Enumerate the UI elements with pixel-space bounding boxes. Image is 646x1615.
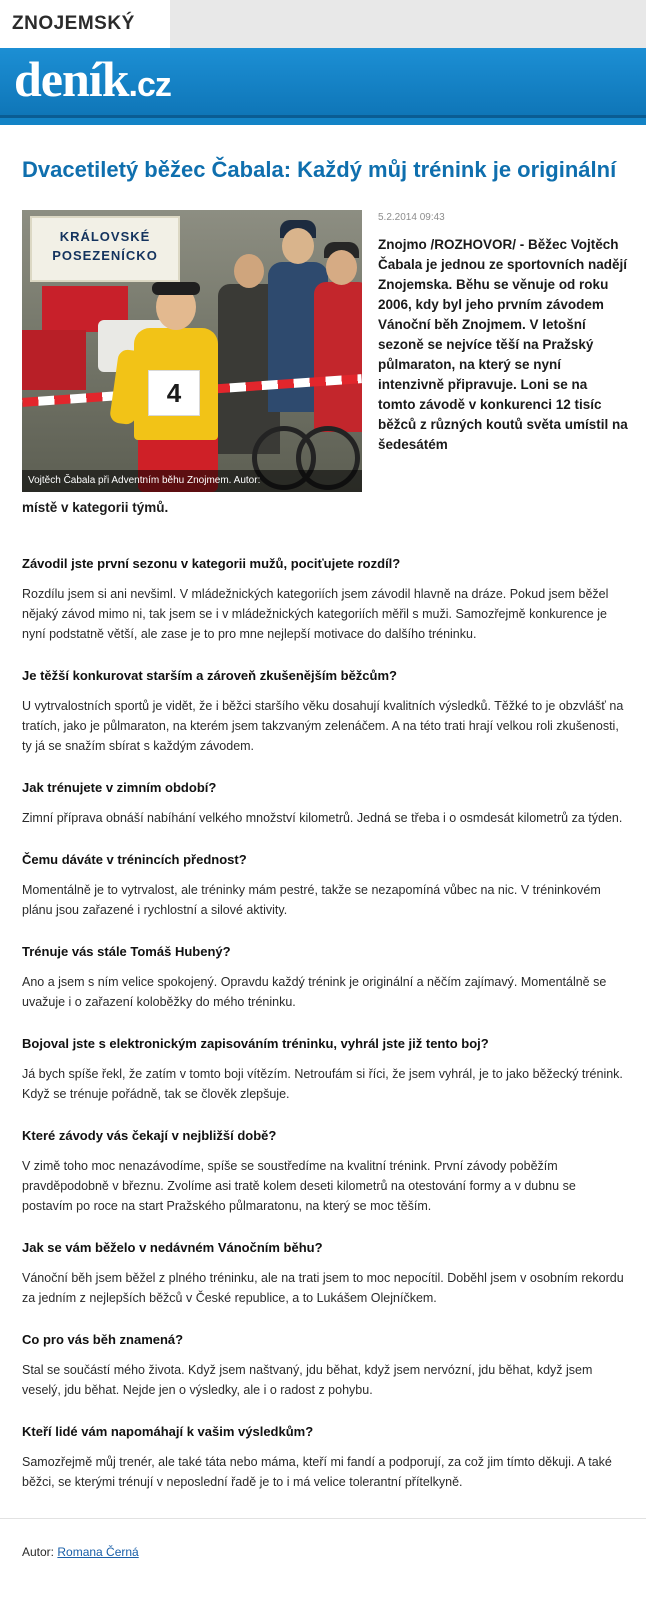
- site-logo[interactable]: [14, 50, 171, 110]
- region-title-container: [0, 0, 170, 48]
- answer: Samozřejmě můj trenér, ale také táta nebo máma, kteří mi fandí a podporují, za což jim tímto děkuji. A také běžci, se kterými trénují v neposlední řadě je to i má velice tolerantní přítelkyně.: [22, 1455, 612, 1490]
- masthead-top: [0, 0, 646, 48]
- question: Které závody vás čekají v nejbližší době?: [22, 1128, 277, 1144]
- qa-block: [22, 778, 624, 828]
- question: Závodil jste první sezonu v kategorii mužů, pociťujete rozdíl?: [22, 556, 401, 572]
- question: Čemu dáváte v trénincích přednost?: [22, 852, 247, 868]
- question: Je těžší konkurovat starším a zároveň zkušenějším běžcům?: [22, 668, 397, 684]
- article-head: [0, 206, 646, 492]
- qa-block: [22, 1422, 624, 1492]
- answer: Já bych spíše řekl, že zatím v tomto boji vítězím. Netroufám si říci, že jsem vyhrál, je to jako běžecký trénink. Když se trénuje pořádně, tak se člověk zlepšuje.: [22, 1067, 623, 1102]
- question: Bojoval jste s elektronickým zapisováním tréninku, vyhrál jste již tento boj?: [22, 1036, 489, 1052]
- photo-sponsor-banner: KRÁLOVSKÉ POSEZENÍCKO: [30, 216, 180, 282]
- region-title: ZNOJEMSKÝ: [12, 13, 135, 34]
- author-link[interactable]: Romana Černá: [57, 1545, 139, 1560]
- article-footer: [0, 1518, 646, 1577]
- article-perex-tail: místě v kategorii týmů.: [22, 500, 169, 516]
- page-title: Dvacetiletý běžec Čabala: Každý můj trénink je originální: [22, 156, 617, 182]
- photo-caption: Vojtěch Čabala při Adventním běhu Znojmem. Autor:: [22, 470, 362, 492]
- qa-block: [22, 942, 624, 1012]
- question: Jak se vám běželo v nedávném Vánočním běhu?: [22, 1240, 323, 1256]
- answer: Stal se součástí mého života. Když jsem naštvaný, jdu běhat, když jsem nervózní, jdu běhat, když jsem veselý, jdu běhat. Nejde jen o výsledky, ale i o radost z pohybu.: [22, 1363, 593, 1398]
- article-perex: Znojmo /ROZHOVOR/ - Běžec Vojtěch Čabala je jednou ze sportovních nadějí Znojemska. Běhu se věnuje od roku 2006, kdy byl jeho prvním závodem Vánoční běh Znojmem. V letošní sezoně se nejvíce těší na Pražský půlmaraton, na který se nyní intenzivně připravuje. Loni se na tomto závodě v konkurenci 12 tisíc běžců z různých koutů světa umístil na šedesátém: [378, 237, 628, 453]
- article-figure: [22, 210, 362, 492]
- perex-column: [378, 210, 628, 492]
- qa-block: [22, 1126, 624, 1216]
- answer: Rozdílu jsem si ani nevšiml. V mládežnických kategoriích jsem závodil hlavně na dráze. Pokud jsem běžel nějaký závod mimo ni, tak jsem se i v mládežnických kategoriích měřil s muži. Samozřejmě konkurence je nyní podstatně větší, ale zase je to pro mne nejlepší motivace do dalšího tréninku.: [22, 587, 609, 642]
- answer: Zimní příprava obnáší nabíhání velkého množství kilometrů. Jedná se třeba i o osmdesát kilometrů za týden.: [22, 811, 623, 826]
- photo-red-banner-2: [22, 330, 86, 390]
- masthead-top-filler: [170, 0, 646, 48]
- question: Kteří lidé vám napomáhají k vašim výsledkům?: [22, 1424, 314, 1440]
- question: Trénuje vás stále Tomáš Hubený?: [22, 944, 231, 960]
- qa-block: [22, 1238, 624, 1308]
- accent-strip: [0, 118, 646, 125]
- site-logo-bar[interactable]: [0, 48, 646, 118]
- answer: U vytrvalostních sportů je vidět, že i běžci staršího věku dosahují kvalitních výsledků. Těžké to je obzvlášť na tratích, jako je půlmaraton, na kterém jsem takzvaným zelenáčem. A na této trati hrají velkou roli zkušenosti, ty já se snažím sbírat s každým závodem.: [22, 699, 624, 754]
- author-label: Autor:: [22, 1545, 55, 1560]
- qa-block: [22, 554, 624, 644]
- answer: Momentálně je to vytrvalost, ale tréninky mám pestré, takže se nezapomíná vůbec na nic. V tréninkovém plánu jsou zařazené i rychlostní a silové aktivity.: [22, 883, 601, 918]
- question: Jak trénujete v zimním období?: [22, 780, 217, 796]
- qa-block: [22, 1034, 624, 1104]
- question: Co pro vás běh znamená?: [22, 1332, 184, 1348]
- article-photo: [22, 210, 362, 492]
- site-logo-suffix: .cz: [128, 65, 171, 104]
- answer: V zimě toho moc nenazávodíme, spíše se soustředíme na kvalitní trénink. První závody poběžím pravděpodobně v březnu. Zvolíme asi tratě kolem deseti kilometrů na otestování formy a v dubnu se postavím po roce na start Pražského půlmaratonu, na který se moc těším.: [22, 1159, 576, 1214]
- publish-timestamp: 5.2.2014 09:43: [378, 212, 445, 224]
- qa-block: [22, 850, 624, 920]
- answer: Vánoční běh jsem běžel z plného tréninku, ale na trati jsem to moc nepocítil. Doběhl jsem v osobním rekordu za jedním z nejlepších běžců v České republice, a to Lukášem Olejníčkem.: [22, 1271, 624, 1306]
- photo-runner-bib: 4: [148, 370, 200, 416]
- article-body: [0, 518, 646, 1492]
- site-logo-main: deník: [14, 50, 129, 107]
- answer: Ano a jsem s ním velice spokojený. Opravdu každý trénink je originální a něčím zajímavý. Momentálně se uvažuje i o zařazení koloběžky do mého tréninku.: [22, 975, 607, 1010]
- qa-block: [22, 666, 624, 756]
- qa-block: [22, 1330, 624, 1400]
- photo-runner-headband: [152, 282, 200, 295]
